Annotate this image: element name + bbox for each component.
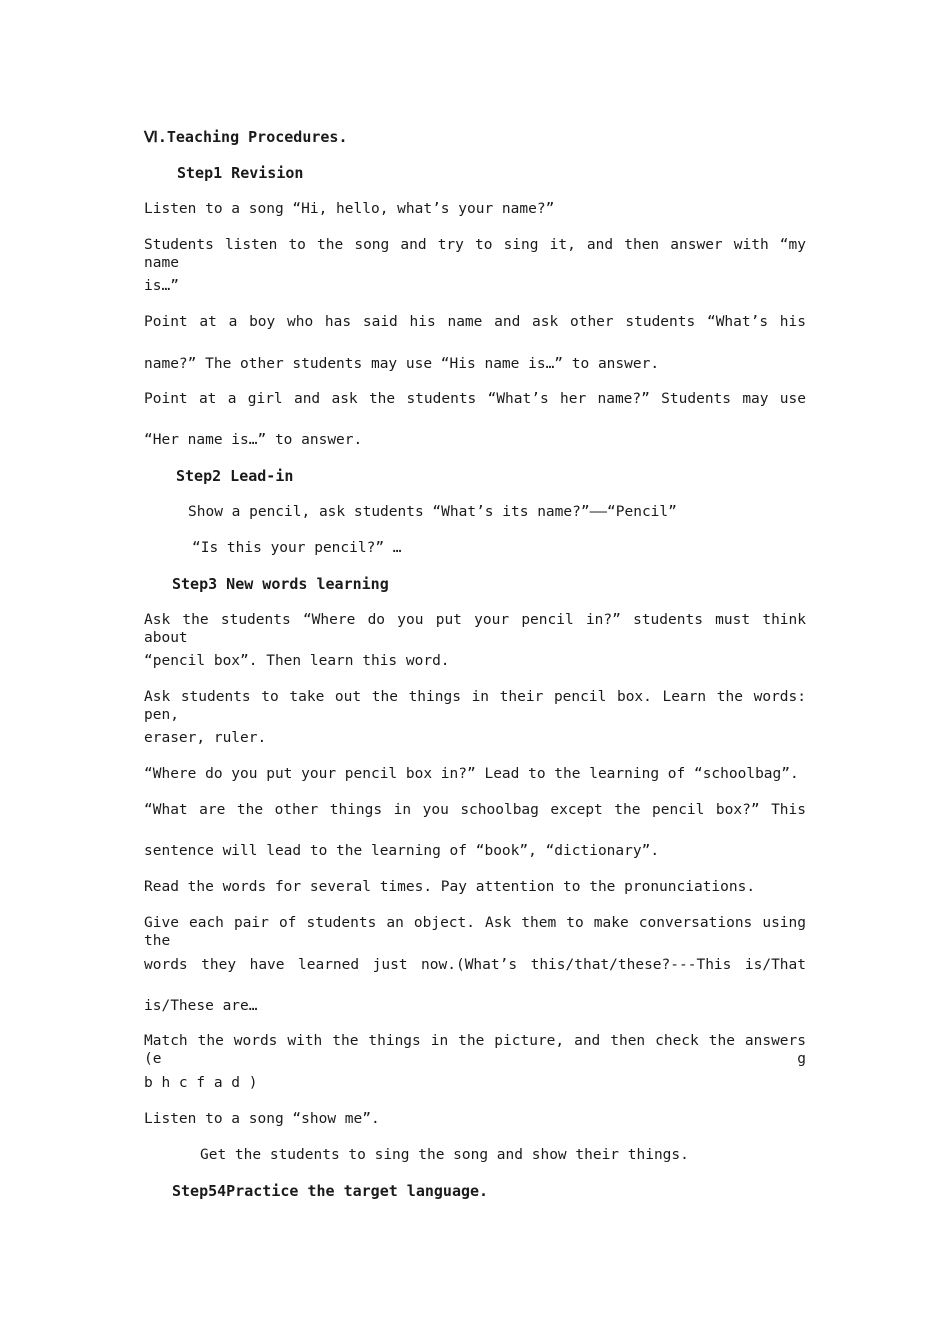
step3-line-13: b h c f a d ) <box>144 1075 258 1091</box>
step2-title: Step2 Lead-in <box>176 467 294 485</box>
step3-line-11: is/These are… <box>144 998 258 1014</box>
step3-line-6: “What are the other things in you schoolbag except the pencil box?” This <box>144 802 806 818</box>
step3-line-8: Read the words for several times. Pay attention to the pronunciations. <box>144 879 756 895</box>
step3-line-10: words they have learned just now.(What’s this/that/these?---This is/That <box>144 957 806 973</box>
step1-line-7: “Her name is…” to answer. <box>144 432 363 448</box>
step3-line-2: “pencil box”. Then learn this word. <box>144 653 450 669</box>
step1-line-4: Point at a boy who has said his name and ask other students “What’s his <box>144 314 806 330</box>
step3-line-4: eraser, ruler. <box>144 730 267 746</box>
step1-line-6: Point at a girl and ask the students “What’s her name?” Students may use <box>144 391 806 407</box>
step3-title: Step3 New words learning <box>172 575 389 593</box>
step3-line-9: Give each pair of students an object. Ask them to make conversations using the <box>144 915 806 949</box>
step1-title: Step1 Revision <box>177 164 304 182</box>
step3-line-14: Listen to a song “show me”. <box>144 1111 380 1127</box>
step1-line-2: Students listen to the song and try to sing it, and then answer with “my name <box>144 237 806 271</box>
step4-title: Step54Practice the target language. <box>172 1182 489 1200</box>
step1-line-3: is…” <box>144 278 179 294</box>
step2-line-1: Show a pencil, ask students “What’s its name?”——“Pencil” <box>188 504 677 520</box>
step2-line-2: “Is this your pencil?” … <box>192 540 402 556</box>
step3-line-12: Match the words with the things in the picture, and then check the answers (e g <box>144 1033 806 1067</box>
step3-line-15: Get the students to sing the song and show their things. <box>200 1147 689 1163</box>
step1-line-5: name?” The other students may use “His name is…” to answer. <box>144 356 660 372</box>
step3-line-5: “Where do you put your pencil box in?” Lead to the learning of “schoolbag”. <box>144 766 799 782</box>
step3-line-3: Ask students to take out the things in their pencil box. Learn the words: pen, <box>144 689 806 723</box>
section-title: Ⅵ.Teaching Procedures. <box>144 128 348 146</box>
step3-line-1: Ask the students “Where do you put your pencil in?” students must think about <box>144 612 806 646</box>
step1-line-1: Listen to a song “Hi, hello, what’s your name?” <box>144 201 555 217</box>
step3-line-7: sentence will lead to the learning of “book”, “dictionary”. <box>144 843 660 859</box>
